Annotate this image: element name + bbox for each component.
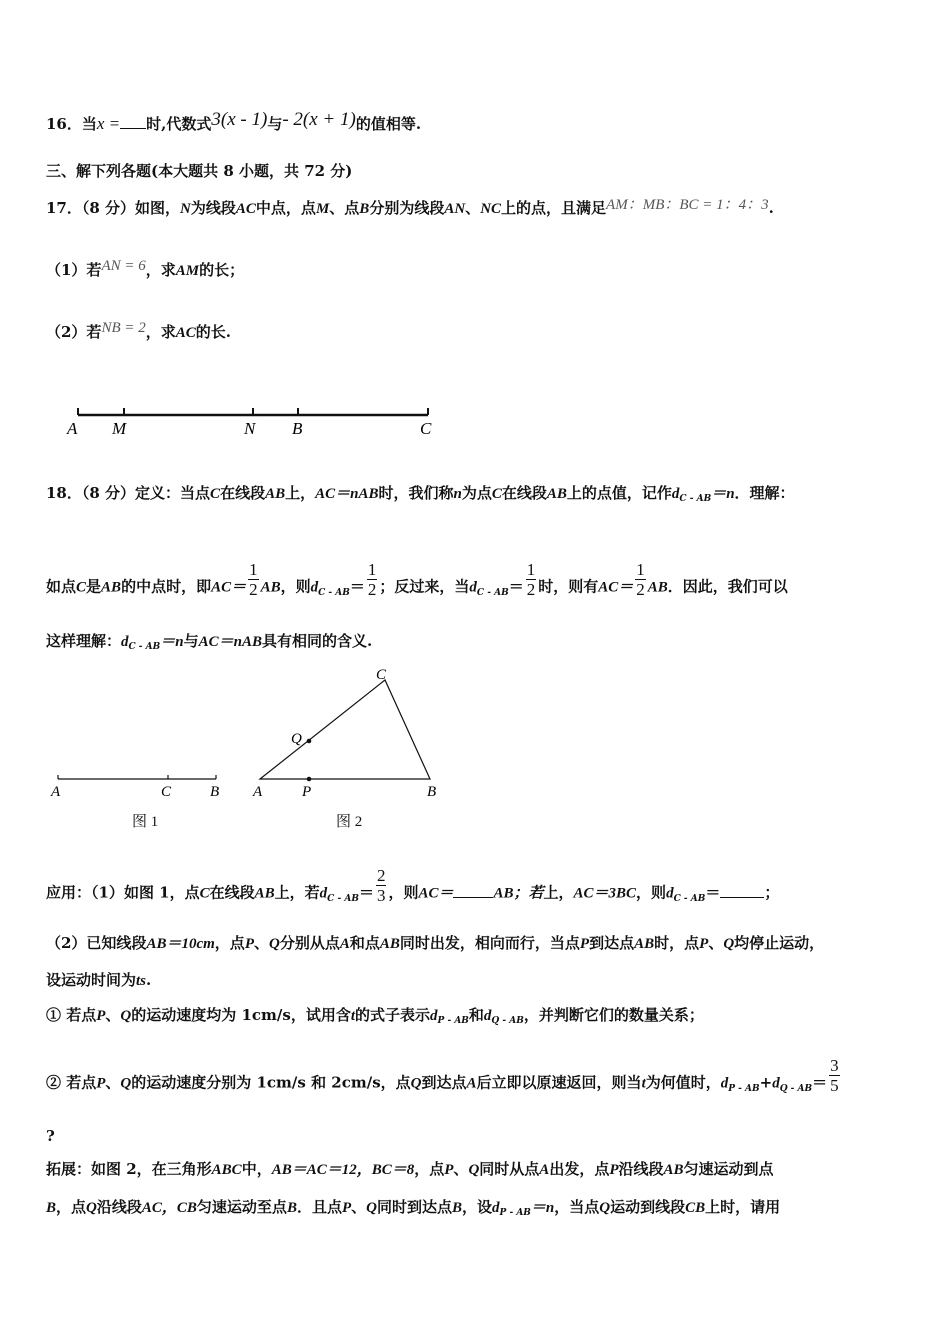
question-16: 16．当x = 时,代数式3(x - 1)与- 2(x + 1)的值相等. [46, 109, 422, 133]
answer-blank[interactable] [453, 883, 493, 898]
application-2: （2）已知线段AB＝10cm，点P、Q分别从点A和点AB同时出发，相向而行，当点P到达点AB时，点P、Q均停止运动， [46, 934, 825, 952]
case-1: ① 若点P、Q的运动速度均为 1cm/s，试用含t的式子表示$d_{P - AB}$和$d_{Q - AB}$，并判断它们的数量关系； [46, 1006, 704, 1026]
point-label-C: C [376, 667, 387, 683]
question-17-part-1: （1）若AN = 6，求AM的长； [46, 258, 245, 279]
question-17-part-2: （2）若NB = 2，求AC的长. [46, 320, 231, 341]
point-label-N: N [244, 419, 256, 438]
figure-1 [48, 765, 228, 805]
extension-line-2: B，点Q沿线段AC，CB匀速运动至点B．且点P、Q同时到达点B，设$d_{P - AB}=n$，当点Q运动到线段CB上时，请用 [46, 1198, 781, 1218]
point-label-Q: Q [291, 731, 302, 747]
point-label-C: C [161, 784, 172, 800]
question-mark: ? [46, 1127, 55, 1145]
point-label-C: C [420, 419, 432, 438]
question-17: 17．（8 分）如图，N为线段AC中点，点M、点B分别为线段AN、NC上的点，且满足AM：MB：BC = 1：4：3. [46, 197, 774, 217]
section-heading: 三、解下列各题(本大题共 8 小题，共 72 分) [46, 162, 353, 180]
application-1: 应用：（1）如图 1，点C在线段AB上，若$d_{C - AB}=$ $\frac{2}{3}$ ，则AC＝ AB；若上，AC＝3BC，则$d_{C - AB}=$ ； [46, 866, 780, 905]
point-label-P: P [302, 784, 312, 800]
case-2: ② 若点P、Q的运动速度分别为 1cm/s 和 2cm/s，点Q到达点A后立即以原速返回，则当t为何值时，$d_{P - AB}+d_{Q - AB}=$ $\frac{3}{5}$ [46, 1056, 839, 1095]
application-2-line-2: 设运动时间为ts. [46, 971, 152, 989]
point-label-A: A [67, 419, 78, 438]
point-label-A: A [253, 784, 263, 800]
point-label-B: B [292, 419, 303, 438]
point-label-B: B [210, 784, 220, 800]
figure-2-caption: 图 2 [336, 814, 363, 830]
question-18: 18．（8 分）定义：当点C在线段AB上，AC＝nAB时，我们称n为点C在线段AB上的点值，记作$d_{C - AB}=n$．理解： [46, 484, 795, 504]
question-18-line-3: 这样理解：$d_{C - AB}=n$与AC＝nAB具有相同的含义. [46, 632, 373, 652]
extension: 拓展：如图 2，在三角形ABC中，AB＝AC＝12，BC＝8，点P、Q同时从点A出发，点P沿线段AB匀速运动到点 [46, 1160, 774, 1178]
figure-1-caption: 图 1 [132, 814, 159, 830]
point-label-M: M [112, 419, 127, 438]
answer-blank[interactable] [720, 883, 764, 898]
answer-blank[interactable] [120, 114, 146, 129]
point-label-A: A [51, 784, 61, 800]
question-18-line-2: 如点C是AB的中点时，即AC＝ $\frac{1}{2}$ AB，则$d_{C - AB}=$ $\frac{1}{2}$ ；反过来，当$d_{C - AB}=$ $\frac{1}{2}$ 时，则有AC＝ $\frac{1}{2}$ AB．因此，我们可以 [46, 560, 788, 599]
segment-figure-q17 [60, 400, 450, 445]
figure-2-triangle [245, 660, 455, 805]
point-label-B: B [427, 784, 437, 800]
